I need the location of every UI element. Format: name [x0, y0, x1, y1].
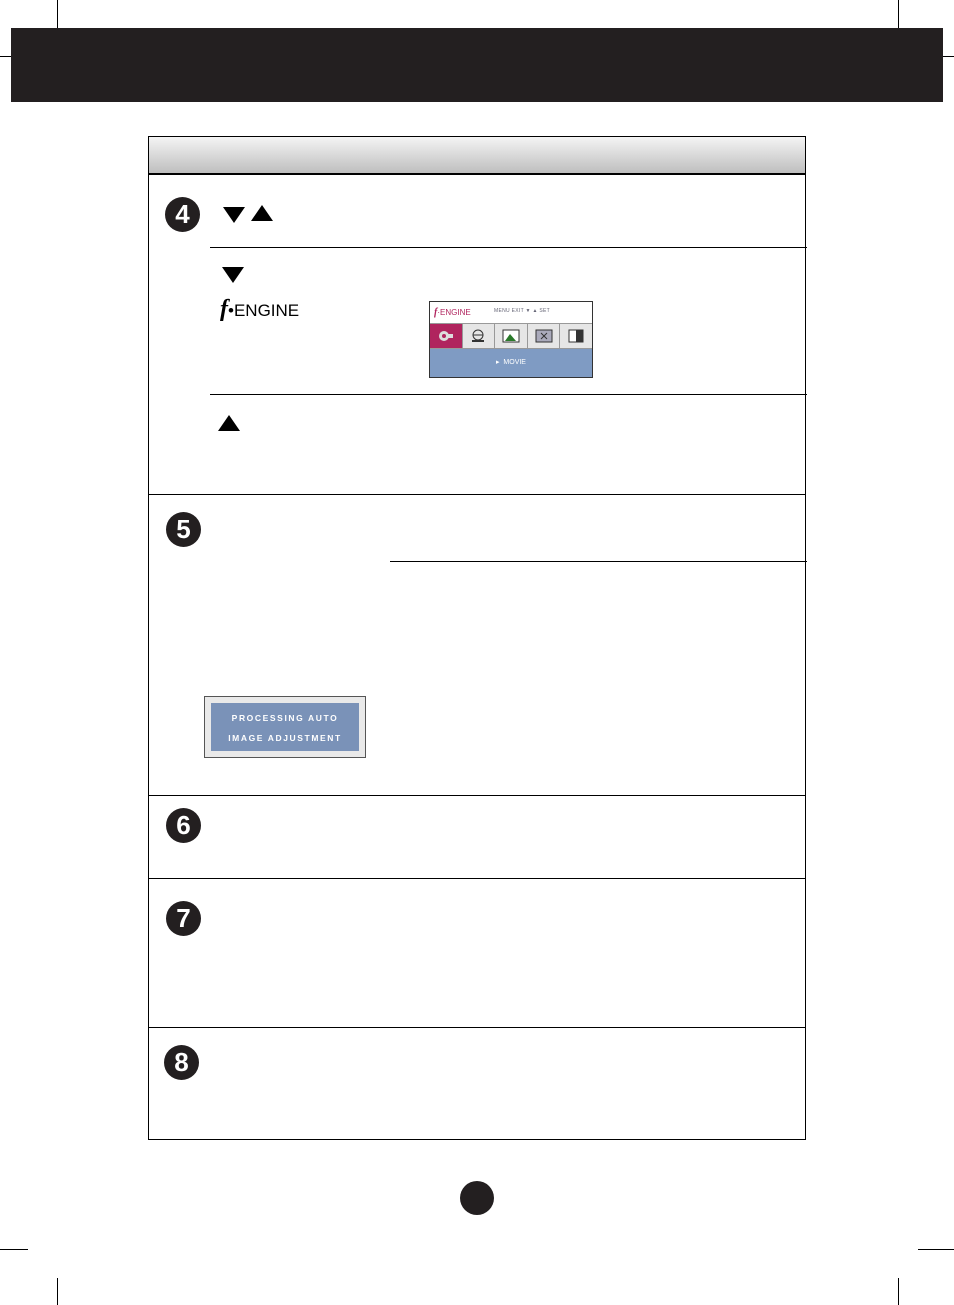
page-number-dot	[460, 1181, 494, 1215]
crop-mark	[918, 1249, 954, 1250]
down-arrow-icon	[222, 267, 244, 283]
demo-icon	[560, 324, 592, 348]
crop-mark	[898, 1278, 899, 1305]
panel-header	[149, 137, 805, 175]
section-divider	[148, 1027, 806, 1028]
photo-icon	[495, 324, 528, 348]
up-arrow-icon	[251, 205, 273, 221]
section-divider	[148, 494, 806, 495]
movie-icon	[430, 324, 463, 348]
auto-adjust-line1: PROCESSING AUTO	[231, 713, 339, 723]
sub-divider	[210, 394, 807, 395]
crop-mark	[0, 56, 11, 57]
down-arrow-icon	[223, 207, 245, 223]
crop-mark	[898, 0, 899, 28]
section-divider	[148, 173, 806, 174]
osd-brand: f·ENGINE	[434, 307, 471, 318]
fengine-osd-preview	[429, 301, 593, 378]
crop-mark	[57, 0, 58, 28]
content-panel	[148, 136, 806, 1140]
section-number-5: 5	[166, 512, 201, 547]
section-divider	[148, 795, 806, 796]
sub-divider	[390, 561, 807, 562]
section-number-6: 6	[166, 808, 201, 843]
section-number-8: 8	[164, 1045, 199, 1080]
crop-mark	[943, 56, 954, 57]
sub-divider	[210, 247, 807, 248]
fengine-logo-icon: f	[220, 296, 228, 322]
auto-adjust-message	[204, 696, 366, 758]
osd-selected-mode: ▸ MOVIE	[430, 349, 592, 377]
crop-mark	[0, 1249, 28, 1250]
up-arrow-icon	[218, 415, 240, 431]
section-divider	[148, 878, 806, 879]
section-number-7: 7	[166, 901, 201, 936]
auto-adjust-line2: IMAGE ADJUSTMENT	[228, 733, 342, 743]
section-number-4: 4	[165, 197, 200, 232]
fengine-label: f•ENGINE	[220, 296, 300, 322]
osd-controls: MENU EXIT ▼ ▲ SET	[494, 308, 551, 314]
osd-mode-icons	[430, 324, 592, 349]
header-bar	[11, 28, 943, 102]
internet-icon	[463, 324, 496, 348]
auto-adjust-inner	[211, 703, 359, 751]
crop-mark	[57, 1278, 58, 1305]
normal-icon	[528, 324, 561, 348]
osd-top-bar	[430, 302, 592, 324]
